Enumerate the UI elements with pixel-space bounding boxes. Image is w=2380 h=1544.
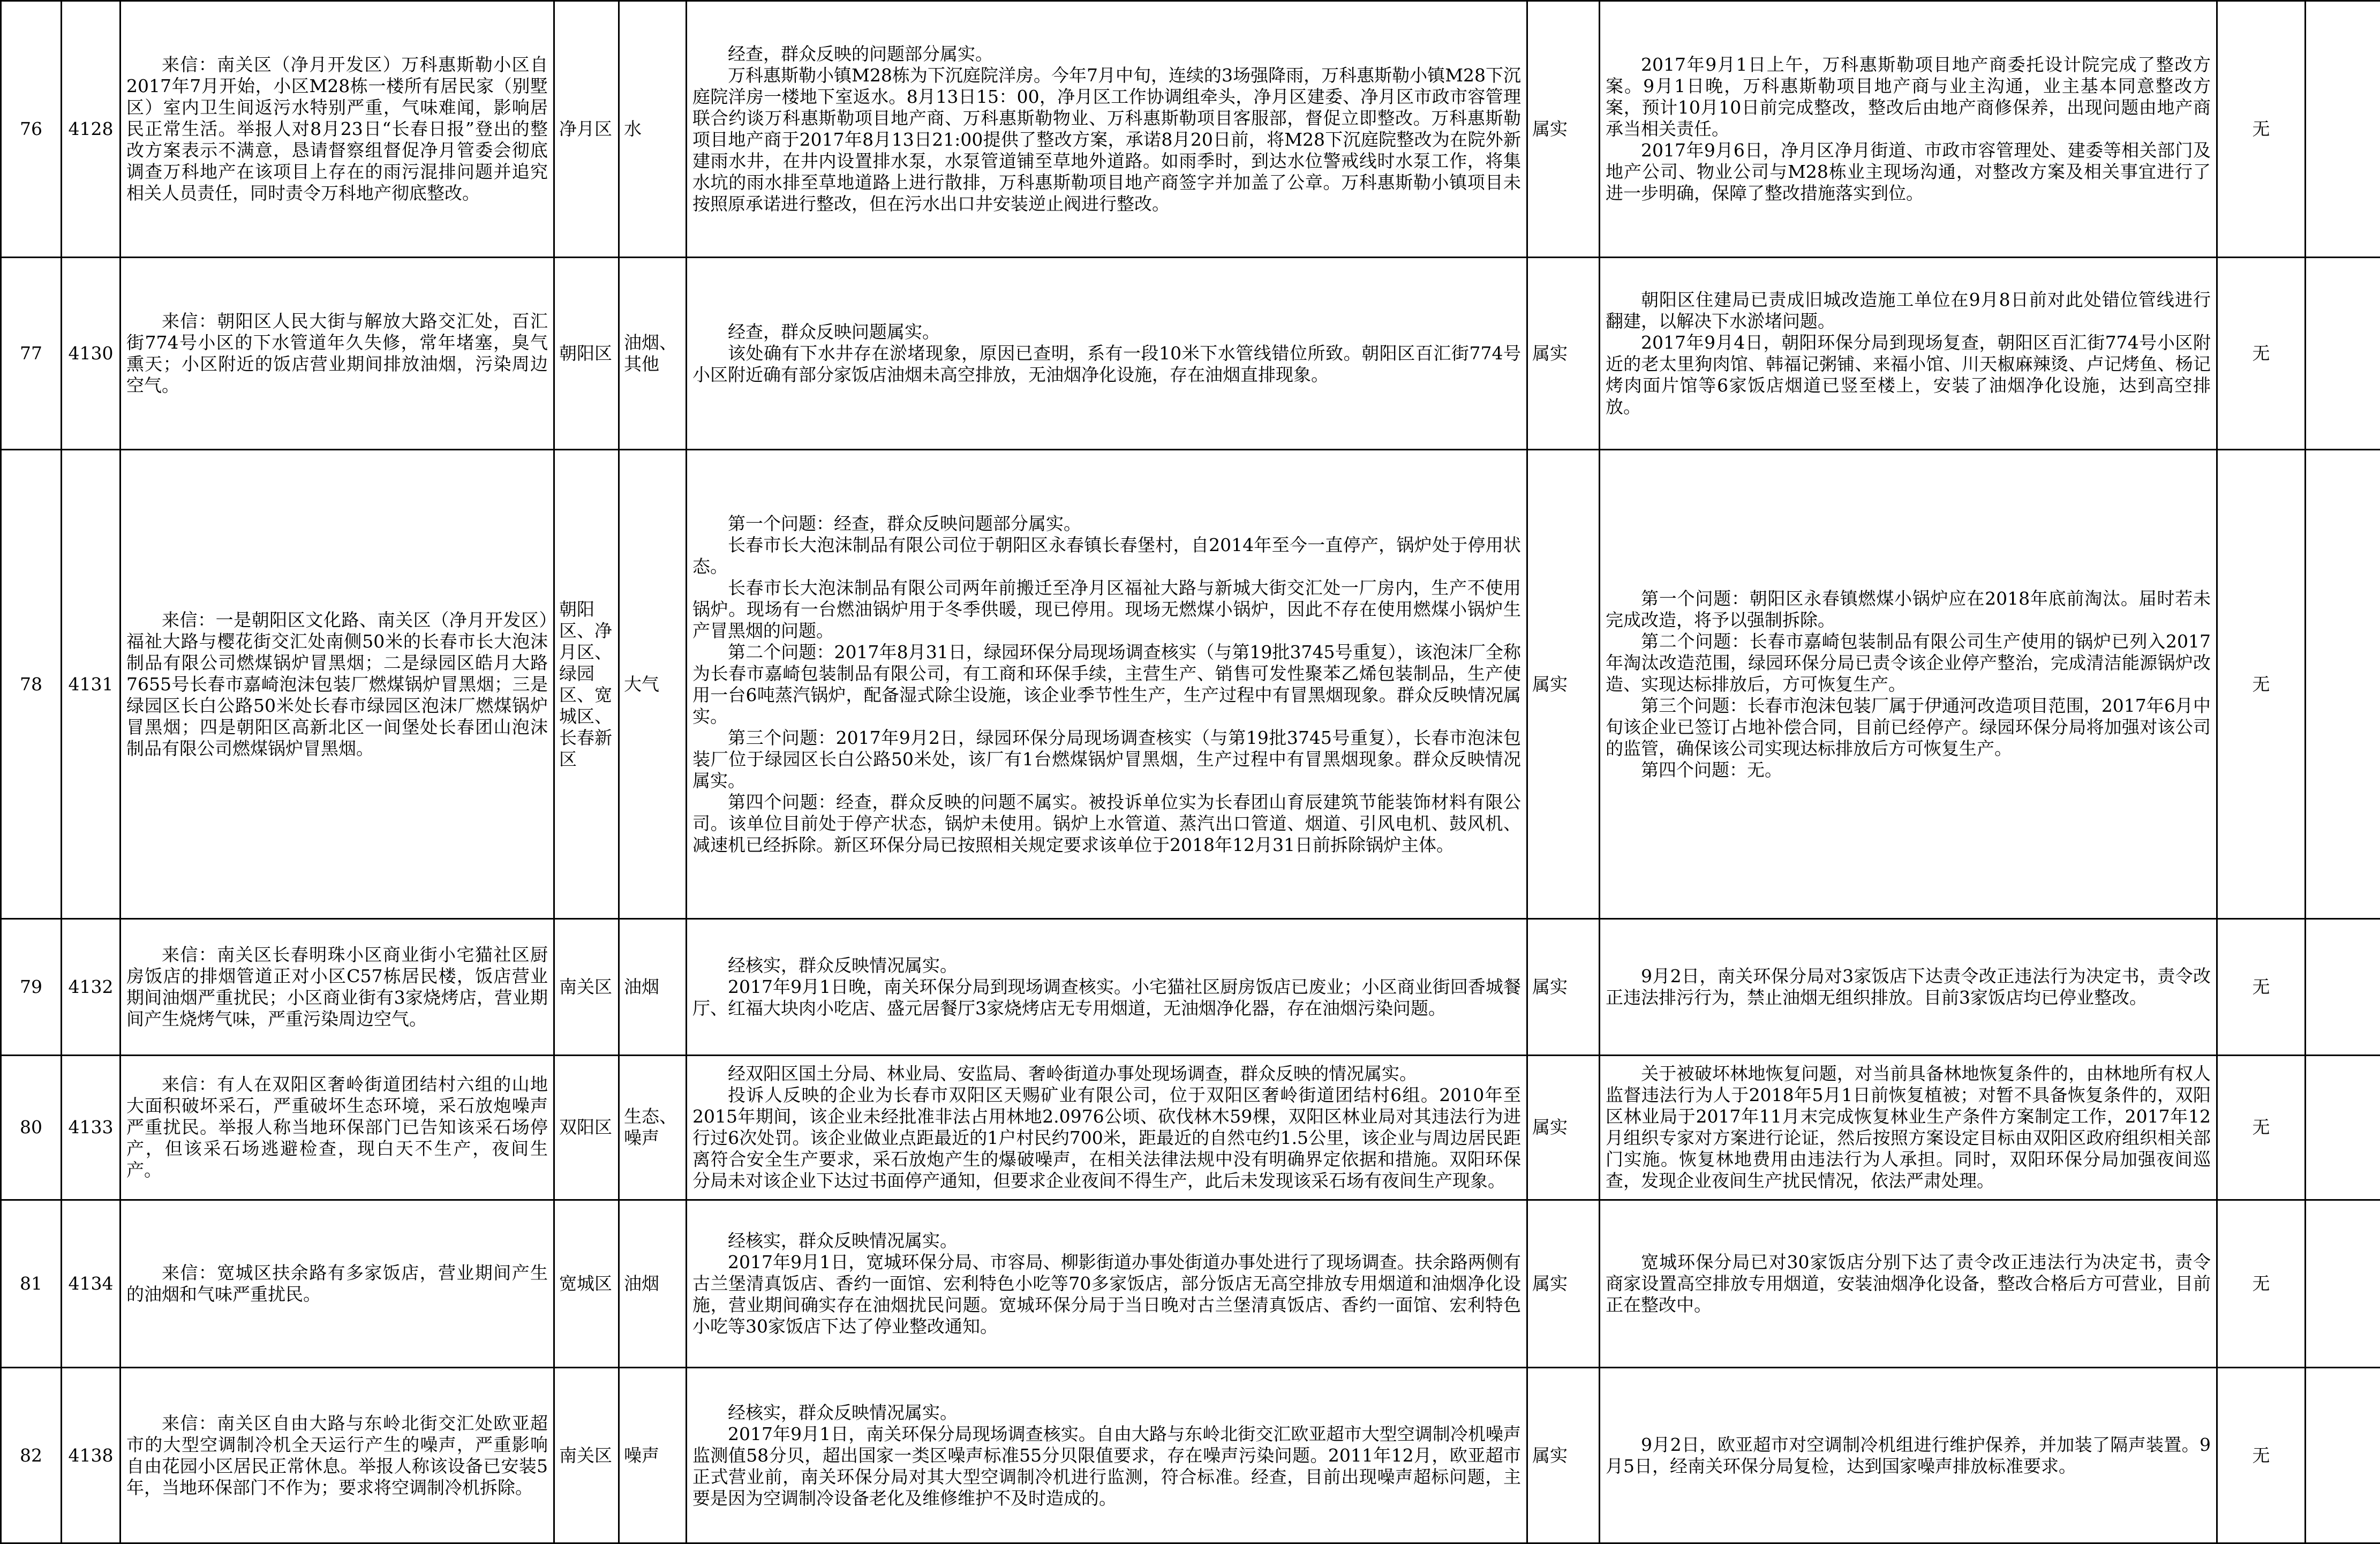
cell-district-text: 南关区 [559, 976, 612, 997]
cell-measures-paragraph: 第三个问题：长春市泡沫包装厂属于伊通河改造项目范围，2017年6月中旬该企业已签订占地补偿合同，目前已经停产。绿园环保分局将加强对该公司的监管，确保该公司实现达标排放后方可恢复生产。 [1606, 695, 2211, 759]
cell-findings-paragraph: 经核实，群众反映情况属实。 [728, 1230, 958, 1252]
cell-remark [2306, 450, 2380, 919]
cell-findings [687, 450, 1527, 919]
cell-accountability-text: 无 [2252, 673, 2270, 695]
cell-number-text: 81 [20, 1273, 42, 1294]
cell-verdict-text: 属实 [1532, 1117, 1568, 1138]
cell-findings-paragraph: 2017年9月1日，宽城环保分局、市容局、柳影街道办事处街道办事处进行了现场调查。扶余路两侧有古兰堡清真饭店、香约一面馆、宏利特色小吃等70多家饭店，部分饭店无高空排放专用烟道和油烟净化设施，营业期间确实存在油烟扰民问题。宽城环保分局于当日晚对古兰堡清真饭店、香约一面馆、宏利特色小吃等30家饭店下达了停业整改通知。 [692, 1252, 1521, 1337]
cell-findings-paragraph: 第四个问题：经查，群众反映的问题不属实。被投诉单位实为长春团山育辰建筑节能装饰材料有限公司。该单位目前处于停产状态，锅炉未使用。锅炉上水管道、蒸汽出口管道、烟道、引风电机、鼓风机、减速机已经拆除。新区环保分局已按照相关规定要求该单位于2018年12月31日前拆除锅炉主体。 [692, 791, 1521, 855]
cell-case-id [62, 1200, 120, 1368]
cell-findings-paragraph: 第三个问题：2017年9月2日，绿园环保分局现场调查核实（与第19批3745号重复），长春市泡沫包装厂位于绿园区长白公路50米处，该厂有1台燃煤锅炉冒黑烟，生产过程中有冒黑烟现象。群众反映情况属实。 [692, 727, 1521, 791]
cell-district-text: 净月区 [559, 118, 612, 140]
cell-remark [2306, 1055, 2380, 1200]
cell-number [1, 450, 62, 919]
cell-measures-paragraph: 宽城环保分局已对30家饭店分别下达了责令改正违法行为决定书，责令商家设置高空排放专用烟道，安装油烟净化设备，整改合格后方可营业，目前正在整改中。 [1606, 1252, 2211, 1316]
cell-findings-paragraph: 经核实，群众反映情况属实。 [728, 954, 958, 976]
table-row [1, 1368, 2380, 1543]
cell-accountability-text: 无 [2252, 1273, 2270, 1294]
table-row [1, 450, 2380, 919]
cell-district [554, 1, 619, 258]
cell-number-text: 76 [20, 118, 42, 140]
cell-case-id-text: 4131 [68, 673, 114, 695]
cell-number [1, 1, 62, 258]
table-row [1, 258, 2380, 450]
cell-number [1, 1055, 62, 1200]
cell-findings [687, 258, 1527, 450]
cell-measures [1600, 1, 2217, 258]
cell-complaint [120, 1, 554, 258]
cell-findings-paragraph: 万科惠斯勒小镇M28栋为下沉庭院洋房。今年7月中旬，连续的3场强降雨，万科惠斯勒小镇M28下沉庭院洋房一楼地下室返水。8月13日15：00，净月区工作协调组牵头，净月区建委、净月区市政市容管理联合约谈万科惠斯勒项目地产商、万科惠斯勒物业、万科惠斯勒项目客服部，督促立即整改。万科惠斯勒项目地产商于2017年8月13日21:00提供了整改方案，承诺8月20日前，将M28下沉庭院整改为在院外新建雨水井，在井内设置排水泵，水泵管道铺至草地外道路。如雨季时，到达水位警戒线时水泵工作，将集水坑的雨水排至草地道路上进行散排，万科惠斯勒项目地产商签字并加盖了公章。万科惠斯勒小镇项目未按照原承诺进行整改，但在污水出口井安装逆止阀进行整改。 [692, 65, 1521, 215]
cell-case-id [62, 1, 120, 258]
cell-accountability-text: 无 [2252, 1117, 2270, 1138]
cell-accountability [2217, 1368, 2306, 1543]
cell-district-text: 双阳区 [559, 1117, 612, 1138]
cell-district-text: 南关区 [559, 1444, 612, 1466]
cell-findings-paragraph: 经查，群众反映问题属实。 [728, 321, 940, 343]
cell-number-text: 77 [20, 343, 42, 364]
cell-measures-paragraph: 第一个问题：朝阳区永春镇燃煤小锅炉应在2018年底前淘汰。届时若未完成改造，将予以强制拆除。 [1606, 588, 2211, 630]
cell-measures [1600, 258, 2217, 450]
cell-complaint-paragraph: 来信：朝阳区人民大街与解放大路交汇处，百汇街774号小区的下水管道年久失修，常年堵塞，臭气熏天；小区附近的饭店营业期间排放油烟，污染周边空气。 [126, 311, 548, 396]
cell-case-id [62, 918, 120, 1055]
cell-pollution-type [619, 918, 687, 1055]
cell-measures [1600, 1200, 2217, 1368]
cell-remark [2306, 918, 2380, 1055]
cell-findings-paragraph: 经双阳区国土分局、林业局、安监局、奢岭街道办事处现场调查，群众反映的情况属实。 [728, 1063, 1417, 1084]
cell-complaint [120, 1200, 554, 1368]
cell-remark [2306, 258, 2380, 450]
cell-measures-paragraph: 第二个问题：长春市嘉崎包装制品有限公司生产使用的锅炉已列入2017年淘汰改造范围，绿园环保分局已责令该企业停产整治，完成清洁能源锅炉改造、实现达标排放后，方可恢复生产。 [1606, 630, 2211, 695]
cell-verdict-text: 属实 [1532, 976, 1568, 997]
cell-district [554, 1200, 619, 1368]
cell-accountability [2217, 1, 2306, 258]
cell-measures [1600, 918, 2217, 1055]
cell-pollution-type [619, 258, 687, 450]
table-row [1, 1200, 2380, 1368]
cell-case-id [62, 450, 120, 919]
cell-verdict-text: 属实 [1532, 118, 1568, 140]
cell-complaint [120, 450, 554, 919]
cell-remark [2306, 1, 2380, 258]
table-body [1, 1, 2380, 1543]
cell-district-text: 宽城区 [559, 1273, 612, 1294]
cell-complaint [120, 918, 554, 1055]
cell-case-id-text: 4133 [68, 1117, 114, 1138]
cell-pollution-type [619, 1, 687, 258]
cell-district [554, 1055, 619, 1200]
cell-number [1, 1368, 62, 1543]
cell-pollution-type-text: 生态、噪声 [624, 1106, 677, 1149]
cell-pollution-type [619, 1200, 687, 1368]
cell-case-id [62, 1368, 120, 1543]
cell-complaint-paragraph: 来信：南关区自由大路与东岭北街交汇处欧亚超市的大型空调制冷机全天运行产生的噪声，严重影响自由花园小区居民正常休息。举报人称该设备已安装5年，当地环保部门不作为；要求将空调制冷机拆除。 [126, 1412, 548, 1498]
cell-number-text: 82 [20, 1444, 42, 1466]
cell-findings-paragraph: 2017年9月1日晚，南关环保分局到现场调查核实。小宅猫社区厨房饭店已废业；小区商业街回香城餐厅、红福大块肉小吃店、盛元居餐厅3家烧烤店无专用烟道，无油烟净化器，存在油烟污染问题。 [692, 976, 1521, 1019]
cell-findings [687, 1368, 1527, 1543]
cell-case-id [62, 258, 120, 450]
cell-findings [687, 918, 1527, 1055]
cell-verdict-text: 属实 [1532, 673, 1568, 695]
cell-measures-paragraph: 2017年9月1日上午，万科惠斯勒项目地产商委托设计院完成了整改方案。9月1日晚，万科惠斯勒项目地产商与业主沟通，业主基本同意整改方案，预计10月10日前完成整改，整改后由地产商修保养，出现问题由地产商承当相关责任。 [1606, 54, 2211, 140]
cell-district [554, 258, 619, 450]
cell-verdict-text: 属实 [1532, 1444, 1568, 1466]
cell-findings-paragraph: 经查，群众反映的问题部分属实。 [728, 43, 993, 65]
cell-findings-paragraph: 长春市长大泡沫制品有限公司位于朝阳区永春镇长春堡村，自2014年至今一直停产，锅炉处于停用状态。 [692, 534, 1521, 577]
cell-pollution-type-text: 油烟 [624, 976, 659, 997]
cell-case-id-text: 4138 [68, 1444, 114, 1466]
cell-number [1, 918, 62, 1055]
cell-accountability [2217, 1055, 2306, 1200]
cell-accountability [2217, 450, 2306, 919]
cell-pollution-type-text: 油烟、其他 [624, 332, 677, 375]
cell-verdict [1527, 1055, 1600, 1200]
cell-accountability-text: 无 [2252, 976, 2270, 997]
cell-findings-paragraph: 长春市长大泡沫制品有限公司两年前搬迁至净月区福祉大路与新城大街交汇处一厂房内，生产不使用锅炉。现场有一台燃油锅炉用于冬季供暖，现已停用。现场无燃煤小锅炉，因此不存在使用燃煤小锅炉生产冒黑烟的问题。 [692, 577, 1521, 641]
cell-measures-paragraph: 9月2日，南关环保分局对3家饭店下达责令改正违法行为决定书，责令改正违法排污行为，禁止油烟无组织排放。目前3家饭店均已停业整改。 [1606, 965, 2211, 1008]
cell-verdict [1527, 918, 1600, 1055]
cell-number-text: 80 [20, 1117, 42, 1138]
table-row [1, 918, 2380, 1055]
cell-findings-paragraph: 2017年9月1日，南关环保分局现场调查核实。自由大路与东岭北街交汇欧亚超市大型空调制冷机噪声监测值58分贝，超出国家一类区噪声标准55分贝限值要求，存在噪声污染问题。2011年12月，欧亚超市正式营业前，南关环保分局对其大型空调制冷机进行监测，符合标准。经查，目前出现噪声超标问题，主要是因为空调制冷设备老化及维修维护不及时造成的。 [692, 1423, 1521, 1509]
cell-findings [687, 1, 1527, 258]
cell-findings [687, 1200, 1527, 1368]
cell-measures [1600, 1055, 2217, 1200]
cell-measures-paragraph: 2017年9月4日，朝阳环保分局到现场复查，朝阳区百汇街774号小区附近的老太里狗肉馆、韩福记粥铺、来福小馆、川天椒麻辣烫、卢记烤鱼、杨记烤肉面片馆等6家饭店烟道已竖至楼上，安装了油烟净化设施，达到高空排放。 [1606, 332, 2211, 418]
cell-number [1, 258, 62, 450]
cell-complaint-paragraph: 来信：南关区长春明珠小区商业街小宅猫社区厨房饭店的排烟管道正对小区C57栋居民楼，饭店营业期间油烟严重扰民；小区商业街有3家烧烤店，营业期间产生烧烤气味，严重污染周边空气。 [126, 944, 548, 1029]
cell-pollution-type [619, 1368, 687, 1543]
cell-accountability-text: 无 [2252, 1444, 2270, 1466]
cell-measures-paragraph: 2017年9月6日，净月区净月街道、市政市容管理处、建委等相关部门及地产公司、物业公司与M28栋业主现场沟通，对整改方案及相关事宜进行了进一步明确，保障了整改措施落实到位。 [1606, 140, 2211, 204]
cell-verdict [1527, 1200, 1600, 1368]
cell-findings-paragraph: 第二个问题：2017年8月31日，绿园环保分局现场调查核实（与第19批3745号重复），该泡沫厂全称为长春市嘉崎包装制品有限公司，有工商和环保手续，主营生产、销售可发性聚苯乙烯包装制品，生产使用一台6吨蒸汽锅炉，配备湿式除尘设施，该企业季节性生产，生产过程中有冒黑烟现象。群众反映情况属实。 [692, 641, 1521, 727]
cell-remark [2306, 1368, 2380, 1543]
cell-pollution-type-text: 大气 [624, 673, 659, 695]
cell-verdict [1527, 450, 1600, 919]
cell-complaint [120, 1368, 554, 1543]
cell-number-text: 78 [20, 673, 42, 695]
cell-measures-paragraph: 第四个问题：无。 [1641, 759, 1782, 780]
cell-findings-paragraph: 第一个问题：经查，群众反映问题部分属实。 [728, 513, 1081, 534]
cell-case-id [62, 1055, 120, 1200]
cell-pollution-type [619, 450, 687, 919]
cell-district [554, 450, 619, 919]
cell-accountability-text: 无 [2252, 118, 2270, 140]
cell-verdict-text: 属实 [1532, 343, 1568, 364]
cell-number-text: 79 [20, 976, 42, 997]
cell-complaint-paragraph: 来信：有人在双阳区奢岭街道团结村六组的山地大面积破坏采石，严重破坏生态环境，采石放炮噪声严重扰民。举报人称当地环保部门已告知该采石场停产，但该采石场逃避检查，现白天不生产，夜间生产。 [126, 1074, 548, 1181]
cell-number [1, 1200, 62, 1368]
cell-verdict-text: 属实 [1532, 1273, 1568, 1294]
cell-accountability [2217, 918, 2306, 1055]
cell-measures-paragraph: 朝阳区住建局已责成旧城改造施工单位在9月8日前对此处错位管线进行翻建，以解决下水淤堵问题。 [1606, 289, 2211, 332]
cell-pollution-type-text: 油烟 [624, 1273, 659, 1294]
cell-pollution-type-text: 噪声 [624, 1444, 659, 1466]
cell-findings [687, 1055, 1527, 1200]
cell-remark [2306, 1200, 2380, 1368]
table-row [1, 1055, 2380, 1200]
cell-complaint [120, 258, 554, 450]
cell-case-id-text: 4128 [68, 118, 114, 140]
cell-district [554, 1368, 619, 1543]
cell-pollution-type [619, 1055, 687, 1200]
cell-case-id-text: 4134 [68, 1273, 114, 1294]
cell-measures-paragraph: 关于被破坏林地恢复问题，对当前具备林地恢复条件的，由林地所有权人监督违法行为人于2018年5月1日前恢复植被；对暂不具备恢复条件的，双阳区林业局于2017年11月末完成恢复林业生产条件方案制定工作，2017年12月组织专家对方案进行论证，然后按照方案设定目标由双阳区政府组织相关部门实施。恢复林地费用由违法行为人承担。同时，双阳环保分局加强夜间巡查，发现企业夜间生产扰民情况，依法严肃处理。 [1606, 1063, 2211, 1192]
cell-findings-paragraph: 经核实，群众反映情况属实。 [728, 1402, 958, 1423]
cell-measures-paragraph: 9月2日，欧亚超市对空调制冷机组进行维护保养，并加装了隔声装置。9月5日，经南关环保分局复检，达到国家噪声排放标准要求。 [1606, 1434, 2211, 1477]
cell-case-id-text: 4132 [68, 976, 114, 997]
cell-measures [1600, 1368, 2217, 1543]
cell-verdict [1527, 258, 1600, 450]
cell-pollution-type-text: 水 [624, 118, 642, 140]
cell-complaint-paragraph: 来信：一是朝阳区文化路、南关区（净月开发区）福祉大路与樱花街交汇处南侧50米的长春市长大泡沫制品有限公司燃煤锅炉冒黑烟；二是绿园区皓月大路7655号长春市嘉崎泡沫包装厂燃煤锅炉冒黑烟；三是绿园区长白公路50米处长春市绿园区泡沫厂燃煤锅炉冒黑烟；四是朝阳区高新北区一间堡处长春团山泡沫制品有限公司燃煤锅炉冒黑烟。 [126, 609, 548, 759]
cell-district-text: 朝阳区 [559, 343, 612, 364]
table-row [1, 1, 2380, 258]
cell-measures [1600, 450, 2217, 919]
cell-complaint-paragraph: 来信：南关区（净月开发区）万科惠斯勒小区自2017年7月开始，小区M28栋一楼所有居民家（别墅区）室内卫生间返污水特别严重，气味难闻，影响居民正常生活。举报人对8月23日“长春日报”登出的整改方案表示不满意，恳请督察组督促净月管委会彻底调查万科地产在该项目上存在的雨污混排问题并追究相关人员责任，同时责令万科地产彻底整改。 [126, 54, 548, 204]
cell-verdict [1527, 1368, 1600, 1543]
cell-verdict [1527, 1, 1600, 258]
cell-accountability-text: 无 [2252, 343, 2270, 364]
cell-complaint-paragraph: 来信：宽城区扶余路有多家饭店，营业期间产生的油烟和气味严重扰民。 [126, 1262, 548, 1305]
cell-findings-paragraph: 该处确有下水井存在淤堵现象，原因已查明，系有一段10米下水管线错位所致。朝阳区百汇街774号小区附近确有部分家饭店油烟未高空排放，无油烟净化设施，存在油烟直排现象。 [692, 343, 1521, 386]
cell-district-text: 朝阳区、净月区、绿园区、宽城区、长春新区 [559, 598, 612, 770]
cell-district [554, 918, 619, 1055]
cell-complaint [120, 1055, 554, 1200]
cell-accountability [2217, 1200, 2306, 1368]
cell-findings-paragraph: 投诉人反映的企业为长春市双阳区天赐矿业有限公司，位于双阳区奢岭街道团结村6组。2010年至2015年期间，该企业未经批准非法占用林地2.0976公顷、砍伐林木59棵，双阳区林业局对其违法行为进行过6次处罚。该企业做业点距最近的1户村民约700米，距最近的自然屯约1.5公里，该企业与周边居民距离符合安全生产要求，采石放炮产生的爆破噪声，在相关法律法规中没有明确界定依据和措施。双阳环保分局未对该企业下达过书面停产通知，但要求企业夜间不得生产，此后未发现该采石场有夜间生产现象。 [692, 1084, 1521, 1192]
cell-case-id-text: 4130 [68, 343, 114, 364]
cell-accountability [2217, 258, 2306, 450]
